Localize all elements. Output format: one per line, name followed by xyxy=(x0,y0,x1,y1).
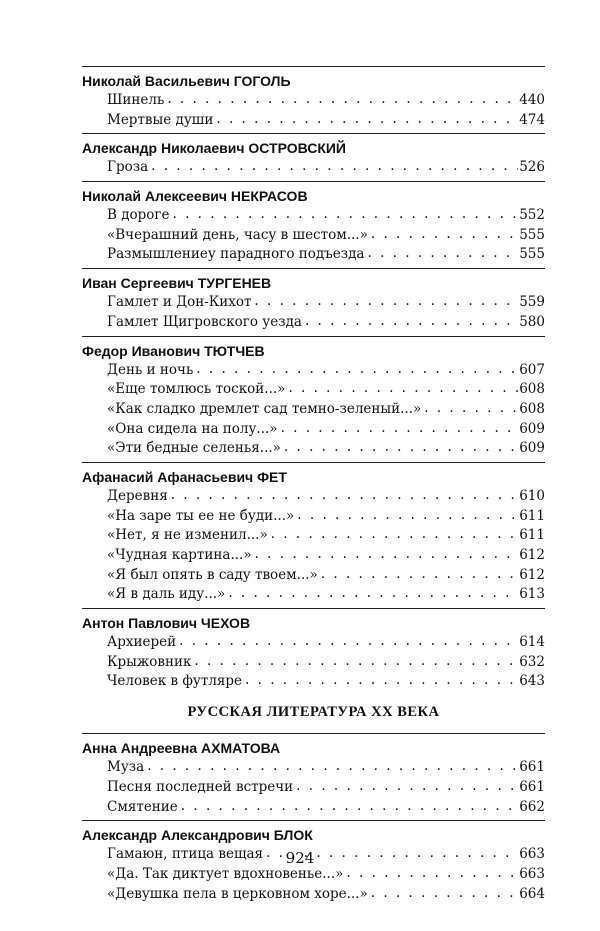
dot-leader xyxy=(194,652,518,672)
toc-entry[interactable] xyxy=(82,585,545,605)
author-name: Николай Васильевич ГОГОЛЬ xyxy=(82,73,291,89)
author-section xyxy=(82,268,545,332)
work-title: «Я был опять в саду твоем...» xyxy=(107,566,318,583)
toc-entry[interactable] xyxy=(82,798,545,818)
page-ref: 611 xyxy=(519,527,545,544)
work-title: День и ночь xyxy=(107,361,194,378)
work-title: Смятение xyxy=(107,798,178,815)
dot-leader xyxy=(288,379,518,399)
page-ref: 474 xyxy=(519,111,545,128)
work-title: Крыжовник xyxy=(107,653,192,670)
author-section xyxy=(82,336,545,459)
author-name: Антон Павлович ЧЕХОВ xyxy=(82,615,251,632)
author-name: Анна Андреевна АХМАТОВА xyxy=(82,740,281,757)
toc-entry[interactable] xyxy=(82,566,545,586)
page-ref: 662 xyxy=(519,798,545,815)
work-title: Песня последней встречи xyxy=(107,778,294,795)
dot-leader xyxy=(196,360,518,380)
section-heading: РУССКАЯ ЛИТЕРАТУРА ХХ ВЕКА xyxy=(187,704,440,721)
work-title: «Как сладко дремлет сад темно-зеленый...» xyxy=(107,400,422,417)
author-name: Александр Николаевич ОСТРОВСКИЙ xyxy=(82,140,346,157)
work-title: «На заре ты ее не буди...» xyxy=(107,507,295,524)
page-ref: 559 xyxy=(519,294,545,311)
page-ref: 609 xyxy=(519,420,545,437)
dot-leader xyxy=(371,225,518,245)
author-section xyxy=(82,733,545,817)
work-title: «Она сидела на полу...» xyxy=(107,420,278,437)
toc-entry[interactable] xyxy=(82,91,545,111)
page-ref: 661 xyxy=(519,759,545,776)
dot-leader xyxy=(271,525,519,545)
dot-leader xyxy=(321,565,518,585)
page-ref: 612 xyxy=(519,547,545,563)
dot-leader xyxy=(281,419,519,439)
work-title: Муза xyxy=(107,759,145,776)
work-title: Шинель xyxy=(107,92,165,108)
page-ref: 613 xyxy=(519,586,545,603)
page-ref: 663 xyxy=(519,846,545,863)
toc-entry[interactable] xyxy=(82,778,545,798)
work-title: Архиерей xyxy=(107,634,177,651)
author-name: Николай Алексеевич НЕКРАСОВ xyxy=(82,188,308,205)
toc-entry[interactable] xyxy=(82,400,545,420)
toc-entry[interactable] xyxy=(82,758,545,778)
work-title: «Еще томлюсь тоской...» xyxy=(107,381,286,398)
page-ref: 609 xyxy=(519,440,545,457)
dot-leader xyxy=(245,671,518,691)
page-ref: 440 xyxy=(519,92,545,108)
toc-entry[interactable] xyxy=(82,111,545,131)
dot-leader xyxy=(305,312,518,332)
page-ref: 580 xyxy=(519,313,545,330)
dot-leader xyxy=(255,545,519,565)
toc-entry[interactable] xyxy=(82,546,545,566)
page-ref: 608 xyxy=(519,400,545,417)
page-ref: 664 xyxy=(519,885,545,902)
toc-entry[interactable] xyxy=(82,158,545,178)
work-title: «Да. Так диктует вдохновенье...» xyxy=(107,865,344,882)
work-title: Гроза xyxy=(107,159,149,176)
page-ref: 643 xyxy=(519,673,545,690)
work-title: Деревня xyxy=(107,487,168,504)
work-title: «Чудная картина...» xyxy=(107,547,252,563)
dot-leader xyxy=(172,205,518,225)
author-name: Афанасий Афанасьевич ФЕТ xyxy=(82,468,287,485)
toc-entry[interactable] xyxy=(82,313,545,333)
dot-leader xyxy=(151,157,518,177)
work-title: Размышлениеу парадного подъезда xyxy=(107,246,365,263)
toc-entry[interactable] xyxy=(82,672,545,692)
toc-entry[interactable] xyxy=(82,226,545,246)
toc-entry[interactable] xyxy=(82,380,545,400)
page-ref: 552 xyxy=(519,207,545,224)
toc-entry[interactable] xyxy=(82,633,545,653)
author-section xyxy=(82,133,545,178)
toc-entry[interactable] xyxy=(82,439,545,459)
toc-entry[interactable] xyxy=(82,526,545,546)
dot-leader xyxy=(296,777,518,797)
author-section xyxy=(82,66,545,130)
toc-entry[interactable] xyxy=(82,245,545,265)
author-section xyxy=(82,462,545,605)
author-name: Александр Александрович БЛОК xyxy=(82,827,313,844)
page-ref: 661 xyxy=(519,778,545,795)
page-ref: 526 xyxy=(519,159,545,176)
work-title: «Я в даль иду...» xyxy=(107,586,226,603)
page-ref: 607 xyxy=(519,361,545,378)
work-title: «Девушка пела в церковном хоре...» xyxy=(107,885,368,902)
toc-entry[interactable] xyxy=(82,507,545,527)
page-ref: 663 xyxy=(519,865,545,882)
page-ref: 612 xyxy=(519,566,545,583)
dot-leader xyxy=(167,90,518,110)
page-ref: 555 xyxy=(519,226,545,243)
dot-leader xyxy=(424,399,518,419)
toc-entry[interactable] xyxy=(82,653,545,673)
toc-entry[interactable] xyxy=(82,865,545,885)
author-section xyxy=(82,181,545,265)
page-ref: 614 xyxy=(519,634,545,651)
toc-entry[interactable] xyxy=(82,420,545,440)
dot-leader xyxy=(228,584,518,604)
toc-entry[interactable] xyxy=(82,487,545,507)
dot-leader xyxy=(367,244,518,264)
work-title: Человек в футляре xyxy=(107,673,243,690)
dot-leader xyxy=(147,757,518,777)
work-title: Гамлет Щигровского уезда xyxy=(107,313,302,330)
dot-leader xyxy=(216,110,518,130)
dot-leader xyxy=(181,797,518,817)
dot-leader xyxy=(179,632,518,652)
author-name: Иван Сергеевич ТУРГЕНЕВ xyxy=(82,275,272,292)
page-ref: 611 xyxy=(519,507,545,524)
dot-leader xyxy=(297,506,518,526)
work-title: «Эти бедные селенья...» xyxy=(107,440,281,457)
page-ref: 632 xyxy=(519,653,545,670)
work-title: «Нет, я не изменил...» xyxy=(107,527,268,544)
author-section xyxy=(82,608,545,692)
work-title: Гамлет и Дон-Кихот xyxy=(107,294,252,311)
work-title: Мертвые души xyxy=(107,111,214,128)
work-title: В дороге xyxy=(107,207,170,224)
work-title: Гамаюн, птица вещая xyxy=(107,846,264,863)
dot-leader xyxy=(171,486,519,506)
dot-leader xyxy=(371,884,518,904)
work-title: «Вчерашний день, часу в шестом...» xyxy=(107,226,368,243)
toc-entry[interactable] xyxy=(82,361,545,381)
dot-leader xyxy=(284,438,518,458)
dot-leader xyxy=(254,292,518,312)
toc-entry[interactable] xyxy=(82,293,545,313)
toc-entry[interactable] xyxy=(82,206,545,226)
table-of-contents xyxy=(82,66,545,904)
page-ref: 608 xyxy=(519,381,545,398)
page-ref: 555 xyxy=(519,246,545,263)
toc-entry[interactable] xyxy=(82,885,545,905)
page-number: 924 xyxy=(285,849,315,867)
page-ref: 610 xyxy=(519,487,545,504)
author-name: Федор Иванович ТЮТЧЕВ xyxy=(82,342,265,359)
